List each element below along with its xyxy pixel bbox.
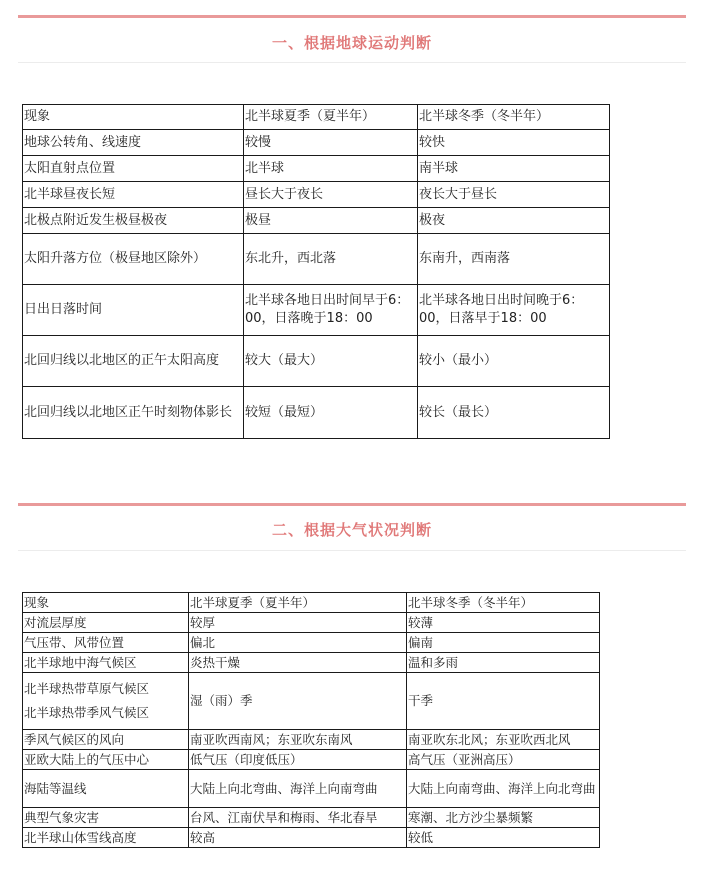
table-header-row	[23, 105, 610, 130]
summer-cell: 低气压（印度低压）	[189, 750, 407, 770]
table-row	[23, 156, 610, 182]
phenomenon-cell: 太阳直射点位置	[23, 156, 244, 182]
phenomenon-cell: 海陆等温线	[23, 770, 189, 808]
winter-cell: 寒潮、北方沙尘暴频繁	[407, 808, 600, 828]
header-cell: 北半球夏季（夏半年）	[244, 105, 418, 130]
winter-cell: 东南升，西南落	[418, 234, 610, 285]
climate-label: 北半球热带季风气候区	[24, 705, 150, 720]
summer-cell: 较高	[189, 828, 407, 848]
phenomenon-cell: 亚欧大陆上的气压中心	[23, 750, 189, 770]
phenomenon-cell	[23, 673, 189, 730]
table-row	[23, 653, 600, 673]
summer-cell: 台风、江南伏旱和梅雨、华北春旱	[189, 808, 407, 828]
header-cell: 现象	[23, 105, 244, 130]
table-row	[23, 182, 610, 208]
table-row	[23, 130, 610, 156]
table-row	[23, 828, 600, 848]
winter-cell: 南半球	[418, 156, 610, 182]
phenomenon-cell: 北极点附近发生极昼极夜	[23, 208, 244, 234]
climate-label: 北半球热带草原气候区	[24, 681, 150, 696]
summer-cell: 大陆上向北弯曲、海洋上向南弯曲	[189, 770, 407, 808]
table-row	[23, 808, 600, 828]
header-cell: 北半球冬季（冬半年）	[407, 593, 600, 613]
summer-cell: 偏北	[189, 633, 407, 653]
phenomenon-cell: 北半球地中海气候区	[23, 653, 189, 673]
earth-motion-table	[22, 104, 610, 439]
table-row	[23, 633, 600, 653]
summer-cell: 较短（最短）	[244, 387, 418, 439]
table-row	[23, 750, 600, 770]
table-row	[23, 613, 600, 633]
table-row	[23, 387, 610, 439]
winter-cell: 较小（最小）	[418, 336, 610, 387]
summer-cell: 南亚吹西南风；东亚吹东南风	[189, 730, 407, 750]
table-row	[23, 770, 600, 808]
phenomenon-cell: 北半球山体雪线高度	[23, 828, 189, 848]
winter-cell: 北半球各地日出时间晚于6：00，日落早于18：00	[418, 285, 610, 336]
table-row	[23, 208, 610, 234]
winter-cell: 南亚吹东北风；东亚吹西北风	[407, 730, 600, 750]
section2-divider	[18, 550, 686, 551]
winter-cell: 较薄	[407, 613, 600, 633]
summer-cell: 较慢	[244, 130, 418, 156]
section2-accent-bar	[18, 503, 686, 506]
table-row	[23, 673, 600, 730]
phenomenon-cell: 太阳升落方位（极昼地区除外）	[23, 234, 244, 285]
summer-cell: 东北升，西北落	[244, 234, 418, 285]
summer-cell: 湿（雨）季	[189, 673, 407, 730]
section1-accent-bar	[18, 15, 686, 18]
winter-cell: 偏南	[407, 633, 600, 653]
phenomenon-cell: 北回归线以北地区的正午太阳高度	[23, 336, 244, 387]
winter-cell: 高气压（亚洲高压）	[407, 750, 600, 770]
summer-cell: 炎热干燥	[189, 653, 407, 673]
table-row	[23, 285, 610, 336]
summer-cell: 极昼	[244, 208, 418, 234]
phenomenon-cell: 季风气候区的风向	[23, 730, 189, 750]
winter-cell: 较低	[407, 828, 600, 848]
summer-cell: 北半球各地日出时间早于6：00，日落晚于18：00	[244, 285, 418, 336]
summer-cell: 北半球	[244, 156, 418, 182]
summer-cell: 昼长大于夜长	[244, 182, 418, 208]
winter-cell: 较快	[418, 130, 610, 156]
phenomenon-cell: 典型气象灾害	[23, 808, 189, 828]
phenomenon-cell: 地球公转角、线速度	[23, 130, 244, 156]
summer-cell: 较厚	[189, 613, 407, 633]
summer-cell: 较大（最大）	[244, 336, 418, 387]
table-row	[23, 336, 610, 387]
section1-divider	[18, 62, 686, 63]
winter-cell: 温和多雨	[407, 653, 600, 673]
header-cell: 现象	[23, 593, 189, 613]
section2-title: 二、根据大气状况判断	[271, 521, 432, 539]
table-row	[23, 730, 600, 750]
header-cell: 北半球冬季（冬半年）	[418, 105, 610, 130]
winter-cell: 干季	[407, 673, 600, 730]
table-header-row	[23, 593, 600, 613]
phenomenon-cell: 对流层厚度	[23, 613, 189, 633]
phenomenon-cell: 日出日落时间	[23, 285, 244, 336]
table-row	[23, 234, 610, 285]
phenomenon-cell: 气压带、风带位置	[23, 633, 189, 653]
winter-cell: 较长（最长）	[418, 387, 610, 439]
atmosphere-table	[22, 592, 600, 848]
winter-cell: 夜长大于昼长	[418, 182, 610, 208]
winter-cell: 大陆上向南弯曲、海洋上向北弯曲	[407, 770, 600, 808]
section1-title: 一、根据地球运动判断	[271, 34, 432, 52]
header-cell: 北半球夏季（夏半年）	[189, 593, 407, 613]
phenomenon-cell: 北半球昼夜长短	[23, 182, 244, 208]
winter-cell: 极夜	[418, 208, 610, 234]
phenomenon-cell: 北回归线以北地区正午时刻物体影长	[23, 387, 244, 439]
